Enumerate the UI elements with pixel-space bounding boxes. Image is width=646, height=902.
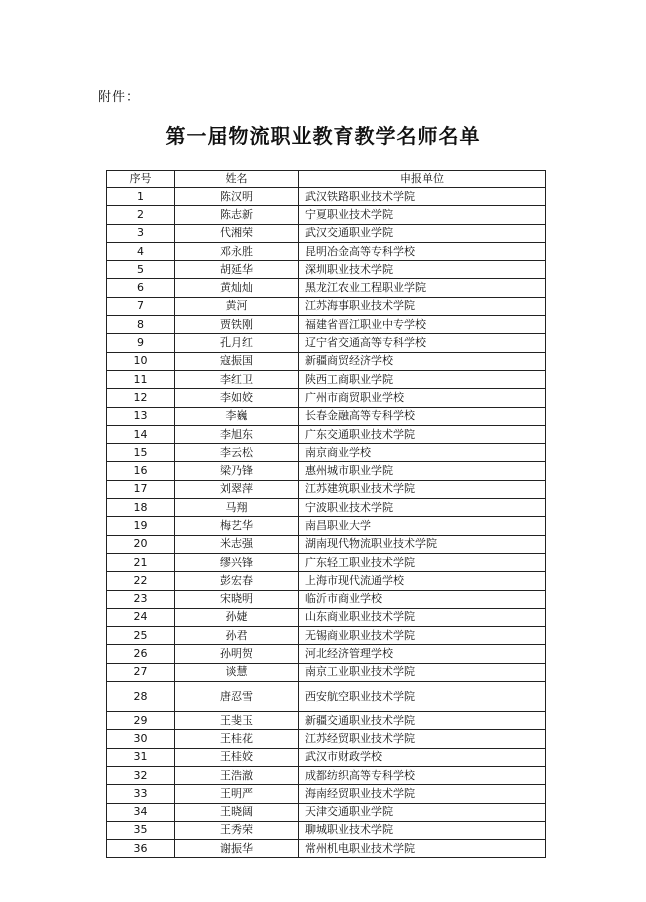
row-name: 王明严 [175, 785, 299, 803]
row-unit: 成都纺织高等专科学校 [299, 766, 546, 784]
row-index: 36 [107, 840, 175, 858]
row-name: 邓永胜 [175, 242, 299, 260]
row-unit: 临沂市商业学校 [299, 590, 546, 608]
table-row [107, 206, 546, 224]
row-unit: 惠州城市职业学院 [299, 462, 546, 480]
header-name: 姓名 [175, 171, 299, 188]
row-unit: 福建省晋江职业中专学校 [299, 316, 546, 334]
row-name: 谢振华 [175, 840, 299, 858]
row-index: 22 [107, 572, 175, 590]
row-index: 2 [107, 206, 175, 224]
row-name: 王桂花 [175, 730, 299, 748]
row-name: 陈汉明 [175, 188, 299, 206]
row-index: 34 [107, 803, 175, 821]
table-row [107, 785, 546, 803]
row-index: 1 [107, 188, 175, 206]
table-row [107, 188, 546, 206]
row-unit: 山东商业职业技术学院 [299, 608, 546, 626]
row-unit: 湖南现代物流职业技术学院 [299, 535, 546, 553]
table-row [107, 627, 546, 645]
row-index: 4 [107, 242, 175, 260]
row-unit: 宁波职业技术学院 [299, 499, 546, 517]
row-name: 胡延华 [175, 261, 299, 279]
row-name: 孙君 [175, 627, 299, 645]
table-row [107, 370, 546, 388]
row-name: 孙明贺 [175, 645, 299, 663]
table-row [107, 840, 546, 858]
table-row [107, 730, 546, 748]
row-index: 30 [107, 730, 175, 748]
table-row [107, 553, 546, 571]
row-index: 28 [107, 682, 175, 712]
row-unit: 辽宁省交通高等专科学校 [299, 334, 546, 352]
row-unit: 深圳职业技术学院 [299, 261, 546, 279]
row-index: 12 [107, 389, 175, 407]
row-index: 10 [107, 352, 175, 370]
row-unit: 上海市现代流通学校 [299, 572, 546, 590]
row-index: 21 [107, 553, 175, 571]
row-unit: 天津交通职业学院 [299, 803, 546, 821]
row-name: 米志强 [175, 535, 299, 553]
table-row [107, 821, 546, 839]
row-index: 3 [107, 224, 175, 242]
table-row [107, 682, 546, 712]
table-row [107, 242, 546, 260]
row-name: 王桂姣 [175, 748, 299, 766]
row-unit: 陕西工商职业学院 [299, 370, 546, 388]
row-name: 陈志新 [175, 206, 299, 224]
table-row [107, 352, 546, 370]
row-name: 贾铁刚 [175, 316, 299, 334]
row-unit: 聊城职业技术学院 [299, 821, 546, 839]
row-index: 8 [107, 316, 175, 334]
row-name: 李红卫 [175, 370, 299, 388]
row-name: 刘翠萍 [175, 480, 299, 498]
row-unit: 昆明冶金高等专科学校 [299, 242, 546, 260]
row-index: 6 [107, 279, 175, 297]
table-row [107, 645, 546, 663]
row-name: 马翔 [175, 499, 299, 517]
row-index: 26 [107, 645, 175, 663]
row-index: 29 [107, 712, 175, 730]
row-name: 宋晓明 [175, 590, 299, 608]
row-index: 7 [107, 297, 175, 315]
table-row [107, 803, 546, 821]
row-unit: 常州机电职业技术学院 [299, 840, 546, 858]
row-index: 33 [107, 785, 175, 803]
row-name: 黄河 [175, 297, 299, 315]
row-unit: 江苏建筑职业技术学院 [299, 480, 546, 498]
row-name: 王浩澈 [175, 766, 299, 784]
row-index: 19 [107, 517, 175, 535]
row-unit: 河北经济管理学校 [299, 645, 546, 663]
row-name: 李旭东 [175, 425, 299, 443]
document-title: 第一届物流职业教育教学名师名单 [165, 124, 481, 148]
table-row [107, 297, 546, 315]
row-name: 寇振国 [175, 352, 299, 370]
row-unit: 广州市商贸职业学校 [299, 389, 546, 407]
row-unit: 黑龙江农业工程职业学院 [299, 279, 546, 297]
table-row [107, 608, 546, 626]
row-index: 23 [107, 590, 175, 608]
row-index: 35 [107, 821, 175, 839]
row-index: 13 [107, 407, 175, 425]
table-row [107, 590, 546, 608]
table-header-row [107, 171, 546, 188]
row-unit: 新疆商贸经济学校 [299, 352, 546, 370]
table-row [107, 316, 546, 334]
row-name: 梅艺华 [175, 517, 299, 535]
table-row [107, 462, 546, 480]
table-row [107, 425, 546, 443]
row-unit: 南京工业职业技术学院 [299, 663, 546, 681]
row-index: 16 [107, 462, 175, 480]
row-name: 李巍 [175, 407, 299, 425]
attachment-label: 附件： [98, 90, 141, 105]
table-row [107, 535, 546, 553]
row-index: 27 [107, 663, 175, 681]
row-unit: 宁夏职业技术学院 [299, 206, 546, 224]
row-name: 李云松 [175, 444, 299, 462]
row-name: 王秀荣 [175, 821, 299, 839]
row-index: 18 [107, 499, 175, 517]
table-row [107, 766, 546, 784]
table-row [107, 712, 546, 730]
table-row [107, 517, 546, 535]
row-unit: 海南经贸职业技术学院 [299, 785, 546, 803]
row-unit: 武汉铁路职业技术学院 [299, 188, 546, 206]
row-name: 王晓阔 [175, 803, 299, 821]
row-unit: 广东交通职业技术学院 [299, 425, 546, 443]
row-index: 17 [107, 480, 175, 498]
row-unit: 江苏海事职业技术学院 [299, 297, 546, 315]
table-row [107, 663, 546, 681]
row-name: 王斐玉 [175, 712, 299, 730]
row-unit: 江苏经贸职业技术学院 [299, 730, 546, 748]
row-index: 5 [107, 261, 175, 279]
table-row [107, 224, 546, 242]
row-unit: 长春金融高等专科学校 [299, 407, 546, 425]
row-index: 9 [107, 334, 175, 352]
table-row [107, 499, 546, 517]
row-name: 代湘荣 [175, 224, 299, 242]
row-name: 黄灿灿 [175, 279, 299, 297]
table-row [107, 407, 546, 425]
table-row [107, 279, 546, 297]
row-index: 20 [107, 535, 175, 553]
row-unit: 南京商业学校 [299, 444, 546, 462]
row-name: 李如姣 [175, 389, 299, 407]
row-name: 唐忍雪 [175, 682, 299, 712]
row-unit: 无锡商业职业技术学院 [299, 627, 546, 645]
row-unit: 武汉市财政学校 [299, 748, 546, 766]
row-index: 32 [107, 766, 175, 784]
row-name: 彭宏春 [175, 572, 299, 590]
table-row [107, 389, 546, 407]
table-row [107, 444, 546, 462]
row-name: 谈慧 [175, 663, 299, 681]
row-index: 31 [107, 748, 175, 766]
row-unit: 广东轻工职业技术学院 [299, 553, 546, 571]
row-index: 11 [107, 370, 175, 388]
table-row [107, 334, 546, 352]
table-row [107, 480, 546, 498]
row-unit: 新疆交通职业技术学院 [299, 712, 546, 730]
teachers-table [106, 170, 546, 858]
row-unit: 南昌职业大学 [299, 517, 546, 535]
header-unit: 申报单位 [299, 171, 546, 188]
row-name: 孙婕 [175, 608, 299, 626]
table-row [107, 748, 546, 766]
row-name: 缪兴锋 [175, 553, 299, 571]
row-name: 孔月红 [175, 334, 299, 352]
row-unit: 西安航空职业技术学院 [299, 682, 546, 712]
row-index: 24 [107, 608, 175, 626]
table-row [107, 572, 546, 590]
row-index: 25 [107, 627, 175, 645]
header-index: 序号 [107, 171, 175, 188]
row-index: 14 [107, 425, 175, 443]
table-row [107, 261, 546, 279]
row-unit: 武汉交通职业学院 [299, 224, 546, 242]
row-index: 15 [107, 444, 175, 462]
row-name: 梁乃锋 [175, 462, 299, 480]
